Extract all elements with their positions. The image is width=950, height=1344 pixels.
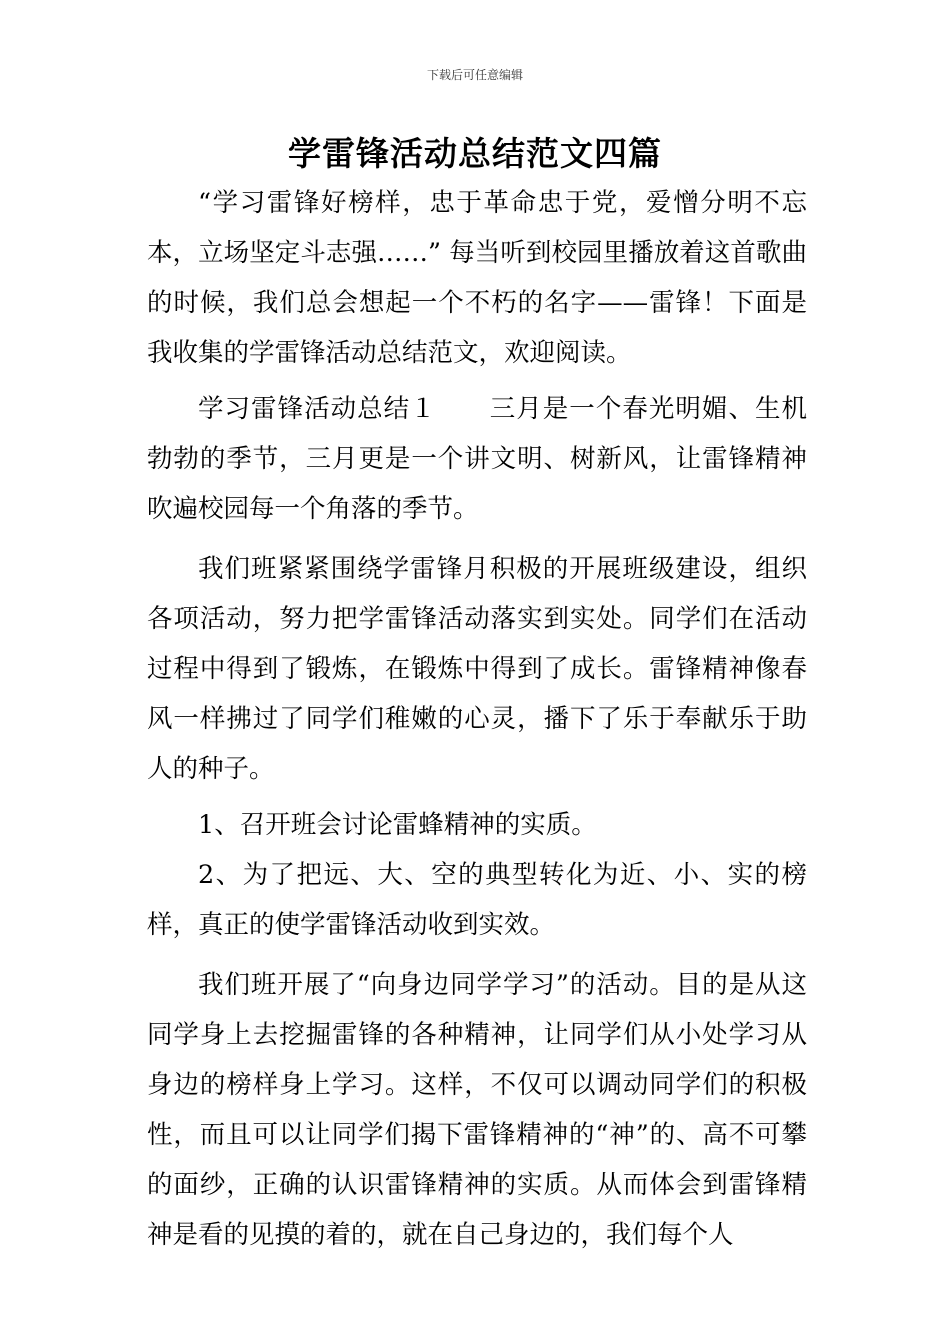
header-note: 下载后可任意编辑	[426, 68, 523, 82]
paragraph-learn-from-peers: 我们班开展了“向身边同学学习”的活动。目的是从这同学身上去挖掘雷锋的各种精神，让同学们从小处学习从身边的榜样身上学习。这样，不仅可以调动同学们的积极性，而且可以让同学们揭下雷锋精神的“神”的、高不可攀的面纱，正确的认识雷锋精神的实质。从而体会到雷锋精神是看的见摸的着的，就在自己身边的，我们每个人	[147, 970, 807, 1250]
paragraph-intro: “学习雷锋好榜样，忠于革命忠于党，爱憎分明不忘本，立场坚定斗志强……” 每当听到校园里播放着这首歌曲的时候，我们总会想起一个不朽的名字——雷锋！下面是我收集的学雷锋活动总结范文，欢迎阅读。	[147, 188, 807, 368]
paragraph-summary-1: 学习雷锋活动总结１ 三月是一个春光明媚、生机勃勃的季节，三月更是一个讲文明、树新风，让雷锋精神吹遍校园每一个角落的季节。	[147, 394, 807, 524]
list-item-2: 2、为了把远、大、空的典型转化为近、小、实的榜样，真正的使学雷锋活动收到实效。	[147, 860, 807, 940]
document-body	[147, 178, 807, 1260]
document-title: 学雷锋活动总结范文四篇	[288, 134, 662, 173]
list-item-1: 1、召开班会讨论雷蜂精神的实质。	[198, 810, 597, 840]
paragraph-class-activities: 我们班紧紧围绕学雷锋月积极的开展班级建设，组织各项活动，努力把学雷锋活动落实到实处。同学们在活动过程中得到了锻炼，在锻炼中得到了成长。雷锋精神像春风一样拂过了同学们稚嫩的心灵，播下了乐于奉献乐于助人的种子。	[147, 554, 807, 784]
